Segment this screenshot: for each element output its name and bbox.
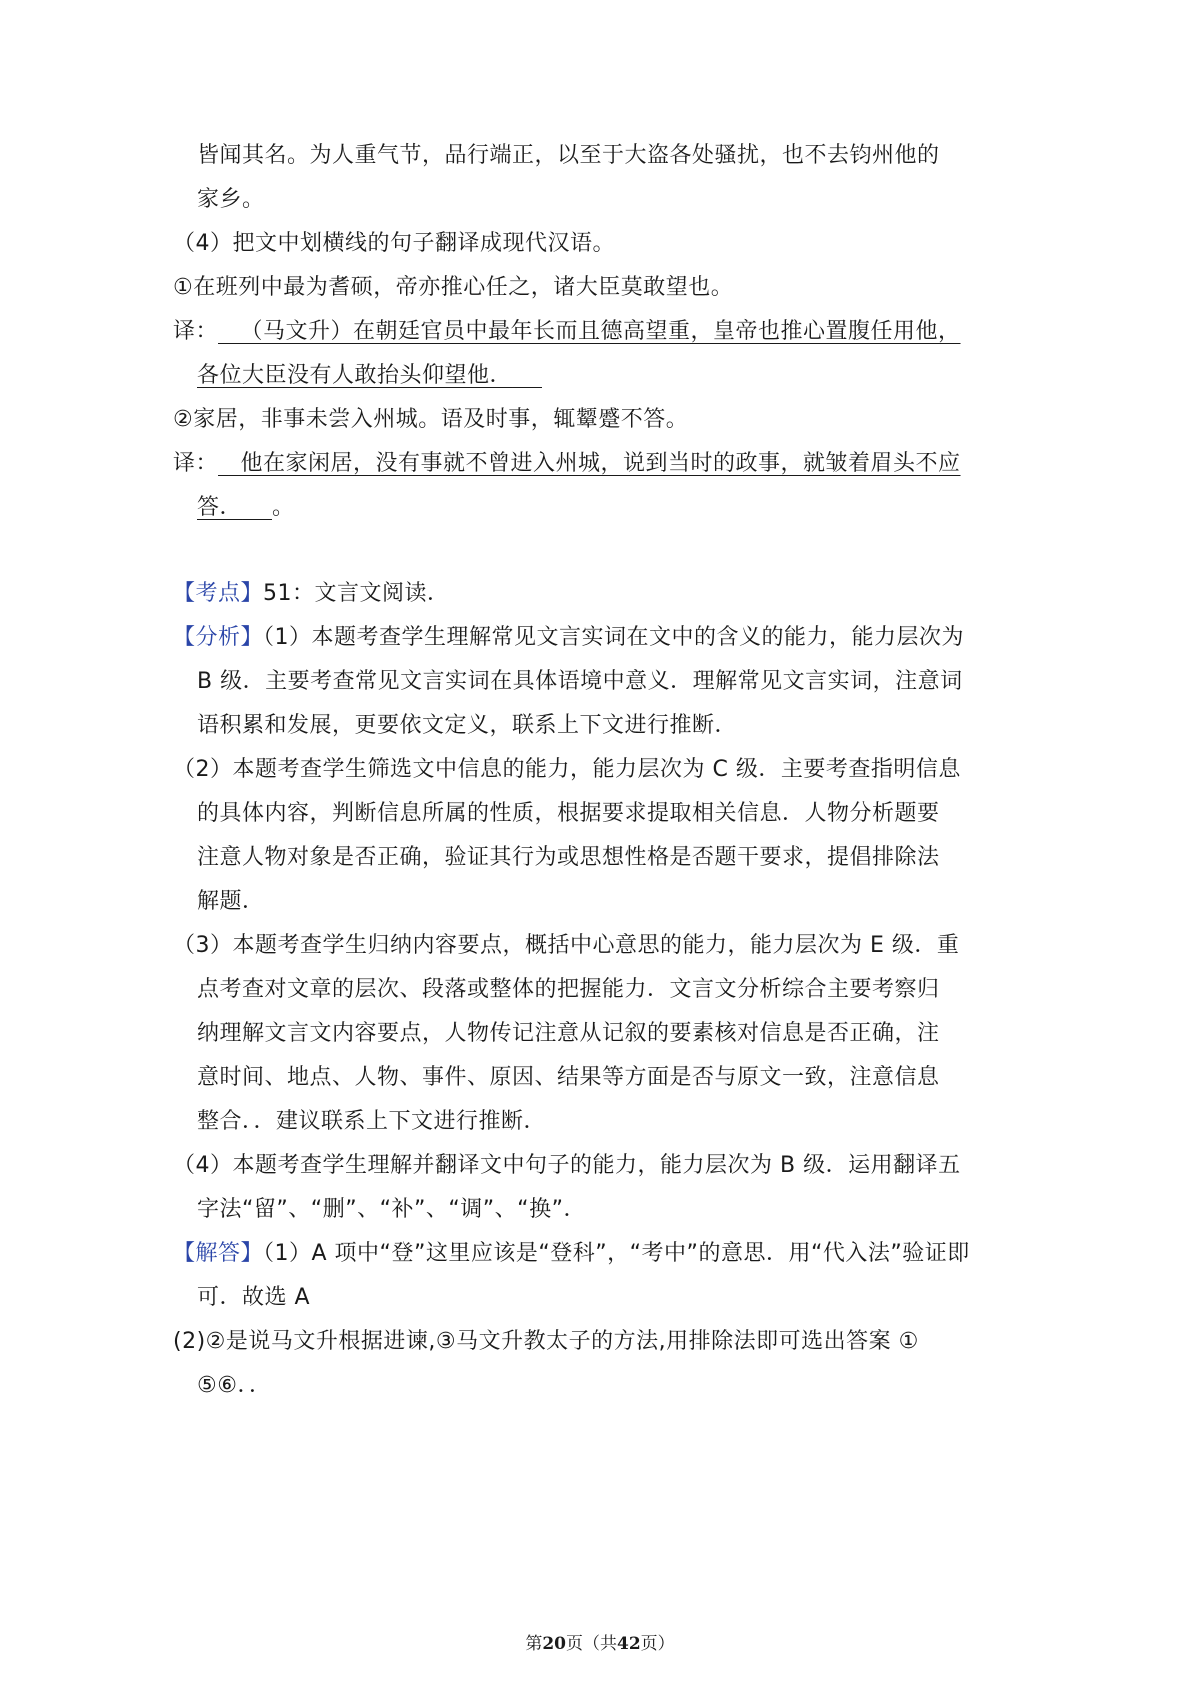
fenxi-line: 【分析】（1）本题考查学生理解常见文言实词在文中的含义的能力，能力层次为 xyxy=(173,625,965,650)
text-line: 皆闻其名。为人重气节，品行端正，以至于大盗各处骚扰，也不去钧州他的 xyxy=(197,143,940,168)
translation-1-line-2 xyxy=(197,361,542,391)
answer-underline: （马文升）在朝廷官员中最年长而且德高望重，皇帝也推心置腹任用他， xyxy=(240,319,961,344)
text-line: 注意人物对象是否正确，验证其行为或思想性格是否题干要求，提倡排除法 xyxy=(197,845,940,870)
answer-underline: 答． xyxy=(197,495,243,520)
text-line: 整合．．建议联系上下文进行推断． xyxy=(197,1109,547,1134)
kaodian-line xyxy=(173,579,450,609)
translate-label: 译： xyxy=(173,319,219,344)
text-line: ⑤⑥．． xyxy=(197,1373,272,1398)
translation-1-line-1 xyxy=(173,317,961,347)
sentence-1: ①在班列中最为耆硕，帝亦推心任之，诸大臣莫敢望也。 xyxy=(173,275,734,300)
answer-underline: 他在家闲居，没有事就不曾进入州城，说到当时的政事，就皱着眉头不应 xyxy=(240,451,961,476)
page-footer: 第20页（共42页） xyxy=(525,1634,675,1654)
page-number: 20 xyxy=(542,1634,566,1654)
translation-2-line-1 xyxy=(173,449,961,479)
jieda-tag: 【解答】 xyxy=(173,1241,264,1266)
page-total: 42 xyxy=(617,1634,641,1654)
text-line: 语积累和发展，更要依文定义，联系上下文进行推断． xyxy=(197,713,738,738)
text-line: 可．故选 A xyxy=(197,1285,311,1310)
text-line: 点考查对文章的层次、段落或整体的把握能力．文言文分析综合主要考察归 xyxy=(197,977,940,1002)
text-line: B 级．主要考查常见文言实词在具体语境中意义．理解常见文言实词，注意词 xyxy=(197,669,963,694)
question-4: （4）把文中划横线的句子翻译成现代汉语。 xyxy=(173,231,615,256)
text-line: （4）本题考查学生理解并翻译文中句子的能力，能力层次为 B 级．运用翻译五 xyxy=(173,1153,961,1178)
answer-underline: 各位大臣没有人敢抬头仰望他． xyxy=(197,363,513,388)
text-line: 家乡。 xyxy=(197,187,265,212)
kaodian-text: 51：文言文阅读． xyxy=(263,581,450,606)
jieda-line: 【解答】（1）A 项中“登”这里应该是“登科”，“考中”的意思．用“代入法”验证即 xyxy=(173,1241,970,1266)
translate-label: 译： xyxy=(173,451,219,476)
sentence-2: ②家居，非事未尝入州城。语及时事，辄颦蹙不答。 xyxy=(173,407,689,432)
text-line: 的具体内容，判断信息所属的性质，根据要求提取相关信息．人物分析题要 xyxy=(197,801,940,826)
text-line: (2)②是说马文升根据进谏,③马文升教太子的方法,用排除法即可选出答案 ① xyxy=(173,1329,919,1354)
text-line: （3）本题考查学生归纳内容要点，概括中心意思的能力，能力层次为 E 级．重 xyxy=(173,933,960,958)
text-line: （2）本题考查学生筛选文中信息的能力，能力层次为 C 级．主要考查指明信息 xyxy=(173,757,961,782)
text-line: 字法“留”、“删”、“补”、“调”、“换”． xyxy=(197,1197,586,1222)
text-line: 意时间、地点、人物、事件、原因、结果等方面是否与原文一致，注意信息 xyxy=(197,1065,940,1090)
text-line: 解题． xyxy=(197,889,265,914)
translation-2-line-2: 答． 。 xyxy=(197,495,295,520)
kaodian-tag: 【考点】 xyxy=(173,581,264,606)
text-line: 纳理解文言文内容要点，人物传记注意从记叙的要素核对信息是否正确，注 xyxy=(197,1021,940,1046)
fenxi-tag: 【分析】 xyxy=(173,625,264,650)
